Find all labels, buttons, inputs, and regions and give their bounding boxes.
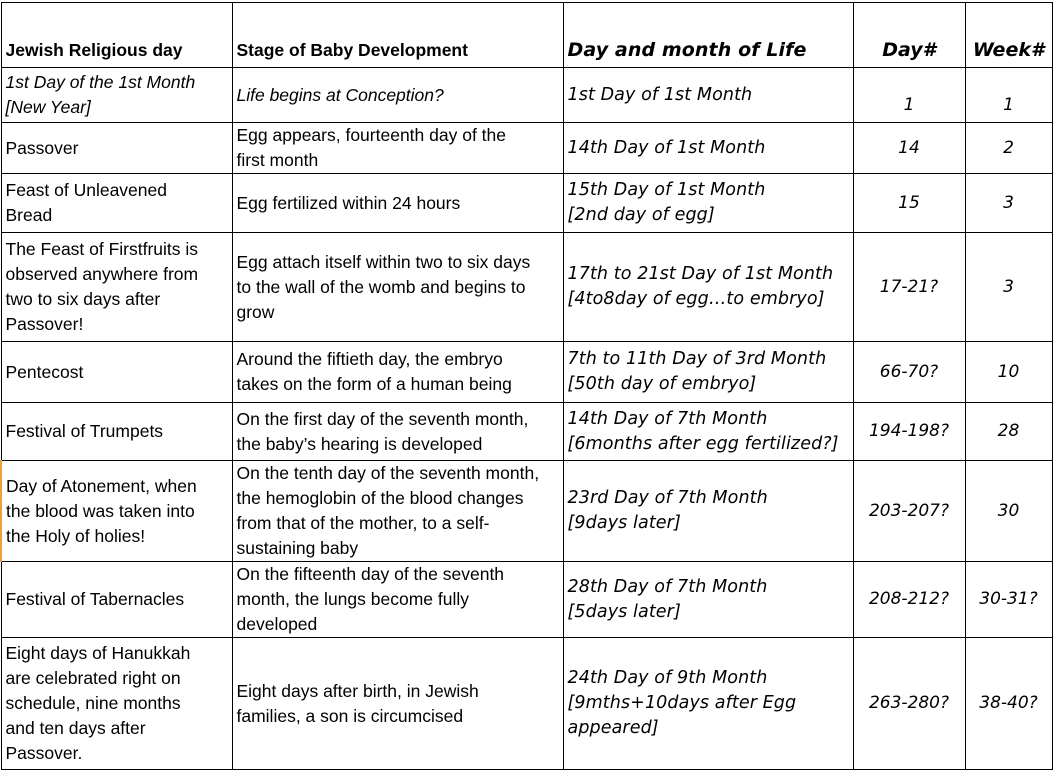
day-month-cell-line: 28th Day of 7th Month (567, 576, 768, 597)
day-number-cell: 14 (853, 123, 965, 174)
religious-day-cell (1, 562, 232, 638)
week-number-cell: 30 (965, 461, 1052, 562)
week-number-cell: 38-40? (965, 638, 1052, 770)
religious-day-cell-line: Festival of Tabernacles (5, 589, 185, 609)
table-row (1, 638, 1052, 770)
day-month-cell-line: 14th Day of 1st Month (567, 137, 766, 158)
stage-cell-line: families, a son is circumcised (236, 705, 464, 726)
header-day-number: Day# (853, 3, 965, 68)
stage-cell (232, 233, 563, 342)
day-month-cell-line: appeared] (567, 718, 659, 738)
week-number-cell: 30-31? (965, 562, 1052, 638)
religious-day-cell-line: Festival of Trumpets (5, 421, 164, 441)
day-month-cell-line: 7th to 11th Day of 3rd Month (567, 349, 827, 369)
day-month-cell (563, 562, 853, 638)
day-month-cell (563, 123, 853, 174)
stage-cell-line: Egg appears, fourteenth day of the (236, 125, 506, 145)
table-row (1, 562, 1052, 638)
week-number-cell: 3 (965, 174, 1052, 233)
day-number-cell: 1 (853, 68, 965, 123)
stage-cell-line: Around the fiftieth day, the embryo (236, 349, 503, 369)
day-month-cell (563, 68, 853, 123)
stage-cell-line: sustaining baby (236, 538, 359, 558)
header-row (1, 3, 1052, 68)
week-number-cell: 1 (965, 68, 1052, 123)
day-month-cell-line: 1st Day of 1st Month (567, 84, 753, 105)
table-row (1, 342, 1052, 403)
week-number-cell: 28 (965, 403, 1052, 461)
religious-day-cell-line: Bread (5, 205, 53, 225)
stage-cell-line: takes on the form of a human being (236, 374, 512, 394)
day-month-cell-line: 15th Day of 1st Month (567, 180, 766, 200)
day-month-cell (563, 638, 853, 770)
religious-day-cell (1, 638, 232, 770)
table-row (1, 233, 1052, 342)
religious-day-cell-line: Feast of Unleavened (5, 180, 167, 200)
religious-day-cell-line: Passover. (5, 743, 83, 763)
stage-cell-line: Egg attach itself within two to six days (236, 251, 531, 272)
stage-cell (232, 174, 563, 233)
day-month-cell (563, 461, 853, 562)
stage-cell (232, 123, 563, 174)
religious-day-cell-line: The Feast of Firstfruits is (5, 239, 199, 259)
day-month-cell-line: 14th Day of 7th Month (567, 408, 768, 429)
day-month-cell-line: [50th day of embryo] (567, 374, 757, 394)
religious-day-cell-line: Passover (5, 137, 79, 158)
stage-cell-line: the hemoglobin of the blood changes (236, 488, 524, 508)
day-number-cell: 263-280? (853, 638, 965, 770)
stage-cell-line: On the first day of the seventh month, (236, 408, 529, 429)
day-number-cell: 208-212? (853, 562, 965, 638)
stage-cell-line: first month (236, 150, 319, 170)
religious-day-cell-line: observed anywhere from (5, 264, 199, 284)
religious-day-cell-line: two to six days after (5, 289, 161, 309)
header-stage: Stage of Baby Development (232, 3, 563, 68)
religious-day-cell-line: Pentecost (5, 361, 84, 382)
stage-cell-line: grow (236, 301, 275, 322)
table-body (1, 68, 1052, 770)
stage-cell (232, 562, 563, 638)
religious-day-cell-line: Day of Atonement, when (6, 475, 197, 496)
religious-day-cell (1, 342, 232, 403)
day-month-cell-line: [9days later] (567, 513, 681, 533)
stage-cell-line: Life begins at Conception? (236, 84, 444, 105)
stage-cell-line: Eight days after birth, in Jewish (236, 680, 479, 701)
stage-cell (232, 68, 563, 123)
religious-day-cell-line: are celebrated right on (5, 668, 181, 688)
religious-day-cell-line: the blood was taken into (6, 500, 195, 521)
religious-day-cell-line: [New Year] (5, 97, 91, 117)
stage-cell-line: the baby’s hearing is developed (236, 433, 483, 454)
day-month-cell-line: 17th to 21st Day of 1st Month (567, 264, 834, 284)
day-month-cell-line: [9mths+10days after Egg (567, 693, 797, 713)
table-row (1, 403, 1052, 461)
day-month-cell-line: 24th Day of 9th Month (567, 668, 768, 688)
table-row (1, 174, 1052, 233)
stage-cell-line: developed (236, 614, 318, 634)
religious-day-cell-line: Eight days of Hanukkah (5, 643, 191, 663)
stage-cell-line: from that of the mother, to a self- (236, 513, 490, 533)
religious-day-cell (1, 174, 232, 233)
day-month-cell-line: [5days later] (567, 601, 681, 622)
stage-cell-line: On the tenth day of the seventh month, (236, 463, 540, 483)
stage-cell (232, 342, 563, 403)
week-number-cell: 2 (965, 123, 1052, 174)
day-month-cell (563, 342, 853, 403)
religious-day-cell-line: Passover! (5, 314, 84, 334)
religious-day-cell-line: the Holy of holies! (6, 525, 146, 546)
day-number-cell: 17-21? (853, 233, 965, 342)
stage-cell (232, 638, 563, 770)
stage-cell-line: Egg fertilized within 24 hours (236, 192, 461, 213)
religious-day-cell (1, 461, 232, 562)
day-number-cell: 203-207? (853, 461, 965, 562)
day-month-cell-line: 23rd Day of 7th Month (567, 488, 768, 508)
religious-day-cell-line: 1st Day of the 1st Month (5, 72, 196, 92)
table-row (1, 123, 1052, 174)
day-number-cell: 194-198? (853, 403, 965, 461)
stage-cell-line: month, the lungs become fully (236, 589, 469, 609)
feast-table (0, 2, 1053, 770)
day-month-cell (563, 233, 853, 342)
stage-cell-line: to the wall of the womb and begins to (236, 276, 526, 297)
table-row (1, 68, 1052, 123)
day-month-cell (563, 174, 853, 233)
day-month-cell-line: [6months after egg fertilized?] (567, 433, 839, 454)
week-number-cell: 3 (965, 233, 1052, 342)
header-week-number: Week# (965, 3, 1052, 68)
religious-day-cell (1, 403, 232, 461)
day-number-cell: 15 (853, 174, 965, 233)
stage-cell (232, 403, 563, 461)
day-month-cell-line: [2nd day of egg] (567, 205, 715, 225)
day-month-cell (563, 403, 853, 461)
religious-day-cell-line: schedule, nine months (5, 693, 181, 713)
religious-day-cell (1, 68, 232, 123)
stage-cell-line: On the fifteenth day of the seventh (236, 564, 505, 584)
religious-day-cell-line: and ten days after (5, 718, 146, 738)
day-month-cell-line: [4to8day of egg…to embryo] (567, 289, 825, 309)
day-number-cell: 66-70? (853, 342, 965, 403)
header-day-month: Day and month of Life (563, 3, 853, 68)
religious-day-cell (1, 123, 232, 174)
religious-day-cell (1, 233, 232, 342)
header-religious-day: Jewish Religious day (1, 3, 232, 68)
stage-cell (232, 461, 563, 562)
week-number-cell: 10 (965, 342, 1052, 403)
table-row (1, 461, 1052, 562)
